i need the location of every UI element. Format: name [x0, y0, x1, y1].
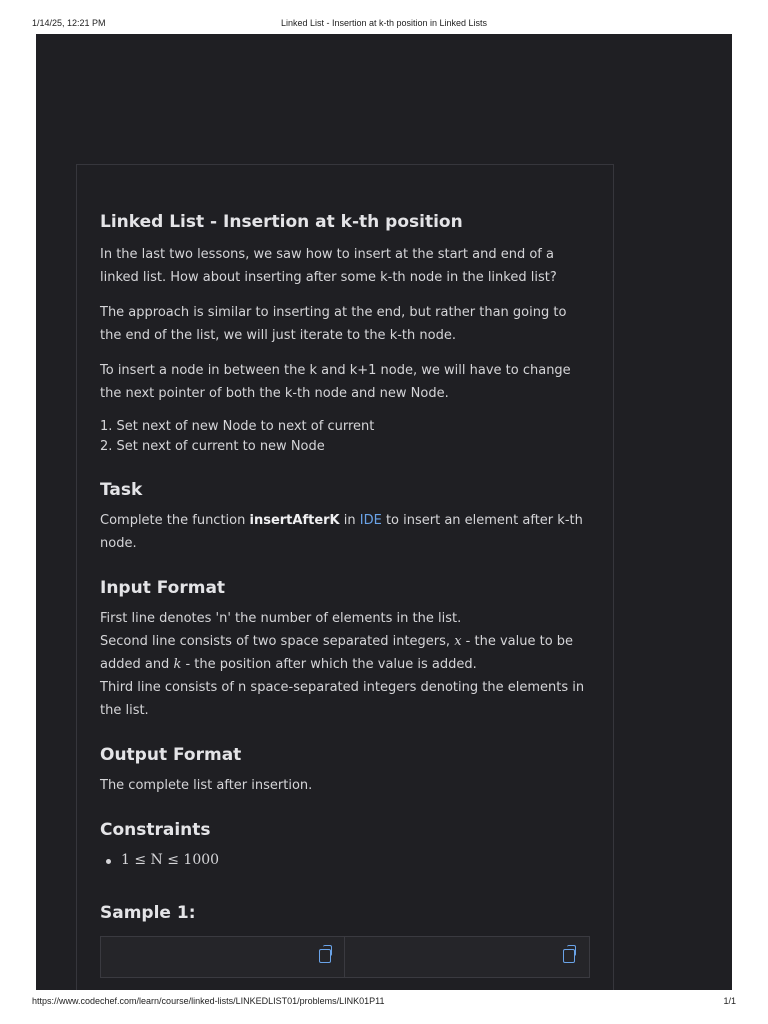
print-datetime: 1/14/25, 12:21 PM — [32, 18, 106, 28]
input-line-1: First line denotes 'n' the number of elements in the list. — [100, 611, 462, 626]
problem-card — [76, 164, 614, 990]
input-line-3: Third line consists of n space-separated integers denoting the elements in the list. — [100, 680, 585, 718]
output-format-heading: Output Format — [100, 745, 242, 765]
intro-paragraph: In the last two lessons, we saw how to insert at the start and end of a linked list. How about inserting after some k-th node in the linked list? — [100, 247, 557, 285]
task-suffix: to insert an element after k-th node. — [100, 513, 583, 551]
task-description — [100, 509, 590, 555]
constraints-list — [100, 849, 590, 872]
input-line-2c: - the position after which the value is added. — [181, 657, 477, 672]
input-line-2a: Second line consists of two space separated integers, — [100, 634, 455, 649]
input-format-heading: Input Format — [100, 578, 226, 598]
input-line-2 — [100, 630, 590, 676]
input-line-2b: - the value to be added and — [100, 634, 574, 672]
problem-content — [100, 211, 590, 976]
step-item: 2. Set next of current to new Node — [100, 439, 325, 454]
sample-heading: Sample 1: — [100, 903, 196, 923]
copy-icon[interactable] — [319, 949, 331, 963]
step-item: 1. Set next of new Node to next of current — [100, 419, 375, 434]
sample-input-box — [100, 936, 346, 978]
task-middle: in — [339, 513, 360, 528]
task-heading: Task — [100, 480, 143, 500]
insert-paragraph: To insert a node in between the k and k+1 node, we will have to change the next pointer of both the k-th node and new Node. — [100, 363, 571, 401]
print-url: https://www.codechef.com/learn/course/linked-lists/LINKEDLIST01/problems/LINK01P11 — [32, 996, 385, 1006]
page-viewport — [36, 34, 732, 990]
ide-link[interactable]: IDE — [359, 513, 382, 528]
output-format-text: The complete list after insertion. — [100, 778, 313, 793]
article-title: Linked List - Insertion at k-th position — [100, 212, 463, 232]
print-header — [0, 0, 768, 34]
var-x: x — [454, 634, 462, 649]
task-prefix: Complete the function — [100, 513, 250, 528]
var-k: k — [173, 657, 182, 672]
approach-paragraph: The approach is similar to inserting at the end, but rather than going to the end of the list, we will just iterate to the k-th node. — [100, 305, 567, 343]
print-footer — [0, 990, 768, 1024]
sample-io — [100, 936, 590, 976]
print-page-number: 1/1 — [723, 996, 736, 1006]
print-page-title: Linked List - Insertion at k-th position in Linked Lists — [280, 18, 488, 28]
function-name: insertAfterK — [249, 513, 340, 528]
constraint-item: 1 ≤ N ≤ 1000 — [100, 849, 590, 872]
steps-list — [100, 417, 590, 457]
sample-output-box — [344, 936, 590, 978]
constraints-heading: Constraints — [100, 820, 211, 840]
copy-icon[interactable] — [563, 949, 575, 963]
